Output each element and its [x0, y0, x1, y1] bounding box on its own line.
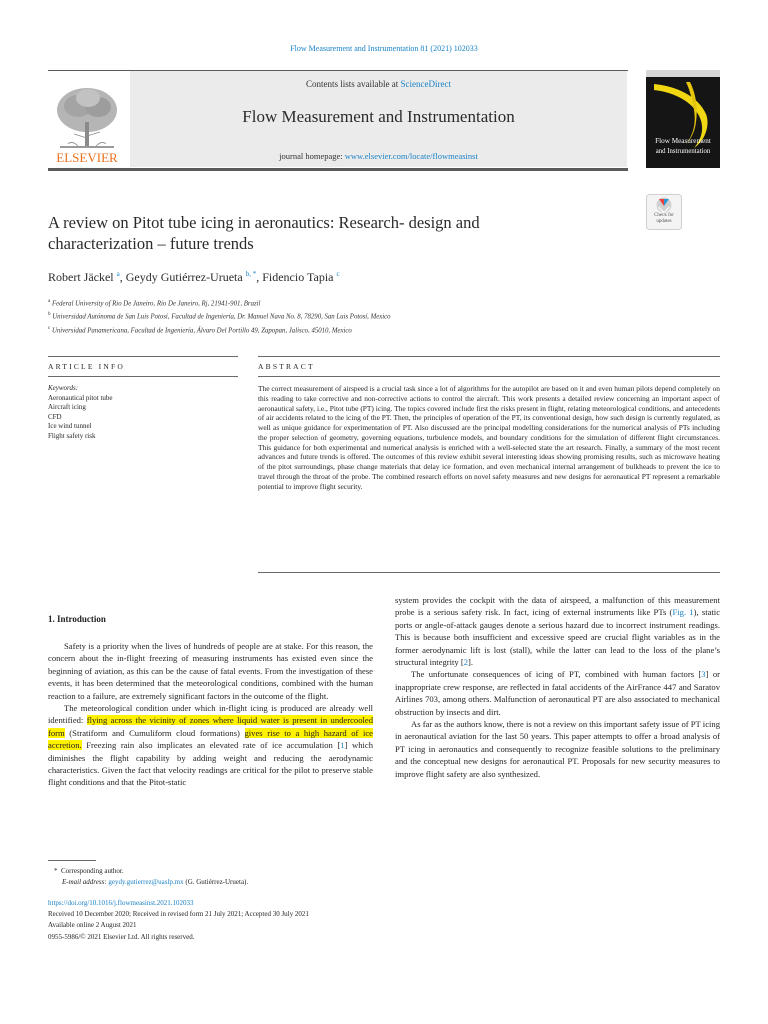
- intro-paragraph-4: The unfortunate consequences of icing of PT, combined with human factors [3] or inappropriate crew response, are reflected in fatal accidents of the AirFrance 447 and Saratov Airlines 703, among others. Malfunction of aeronautical PT are also associated to mechanical obstruction by insects and dirt.: [395, 669, 720, 717]
- keyword-item: Ice wind tunnel: [48, 422, 92, 431]
- journal-homepage-link[interactable]: www.elsevier.com/locate/flowmeasinst: [344, 151, 478, 161]
- author-list: Robert Jäckel $^a$, Geydy Gutiérrez-Urueta $^{b, *}$, Fidencio Tapia $^c$: [48, 270, 340, 284]
- footnote-rule: [48, 860, 96, 861]
- masthead-top-rule: [48, 70, 628, 71]
- body-column-right: [395, 594, 720, 780]
- copyright-line: 0955-5986/© 2021 Elsevier Ltd. All rights reserved.: [48, 932, 195, 941]
- masthead-bottom-rule: [48, 168, 628, 171]
- reference-link[interactable]: 3: [701, 669, 706, 680]
- contents-prefix: Contents lists available at: [306, 79, 401, 89]
- figure-link[interactable]: Fig. 1: [672, 607, 694, 618]
- reference-link[interactable]: 1: [340, 740, 345, 751]
- intro-paragraph-2: The meteorological condition under which in-flight icing is produced are already well identified: flying across the vicinity of zones where liquid water is present in undercooled form (Stratiform and Cumuliform cloud formations) gives rise to a high hazard of ice accretion. Freezing rain also implicates an elevated rate of ice accumulation [1] which diminishes the flight capability by adding weight and reducing the aerodynamic characteristics. Given the fact that velocity readings are critical for the pilot to preserve stable flight conditions and that the Pitot-static: [48, 703, 373, 788]
- keyword-item: Aircraft icing: [48, 403, 86, 412]
- abstract-heading: ABSTRACT: [258, 362, 315, 371]
- abstract-bottom-rule: [258, 376, 720, 377]
- abstract-text: The correct measurement of airspeed is a crucial task since a lot of algorithms for the autopilot are based on it and even human pilots depend completely on this reading to take corrective and non-corrective actions to control the aircraft. This work presents a detailed review concerning an important aspect of aeronautical safety, i.e., Pitot tube (PT) icing. The topics covered include first the risks present in flight, relating meteorological conditions, and antecedents of air accidents related to the icing of the PT. Then, the principles of operation of the PT, its conventional design, how such design is currently regulated, as well as unique guidance for experimentation of PT. Also discussed are the principal modelling considerations for the numerical analysis of PTs including the proper selection of geometry, governing equations, turbulence models, and boundary conditions for the simulation of different flight circumstances. This guidance for both experimental and numerical analysis is enriched with a well-selected state the art research. Finally, a summary of the most recent advances and future trends is offered. The outcomes of this review exhibit several interesting ideas showing promising results, such as microwave heating of the pitot surroundings, phase change materials that delay ice formation, and even mechanical internal arrangement of bulkheads to prevent the ice to travel through the throat of the probe. The combined research efforts on novel safety measures and new designs for aeronautical PT represent a remarkable potential to improve flight security.: [258, 384, 720, 491]
- article-title-line1: A review on Pitot tube icing in aeronautics: Research- design and: [48, 213, 480, 232]
- author-name[interactable]: Fidencio Tapia: [262, 270, 334, 284]
- body-column-left: [48, 640, 373, 789]
- author-email-link[interactable]: geydy.gutierrez@uaslp.mx: [108, 878, 184, 887]
- intro-paragraph-3: system provides the cockpit with the data of airspeed, a malfunction of this measurement probe is a serious safety risk. In fact, icing of external instruments like PTs (Fig. 1), static ports or angle-of-attack gauges denote a serious hazard due to incorrect instrument readings. This is because both insufficient and excessive speed are crucial flight variables as in the former aerodynamic lift is lost (stall), while the latter can lead to the loss of the plane’s structural integrity [2].: [395, 595, 721, 668]
- journal-cover-thumbnail[interactable]: [646, 70, 720, 168]
- keywords-block: [48, 384, 238, 442]
- article-info-top-rule: [48, 356, 238, 357]
- cover-title-line1: Flow Measurement: [655, 137, 711, 145]
- reference-link[interactable]: 2: [463, 657, 469, 668]
- check-for-updates-line1: Check for: [654, 213, 674, 218]
- intro-paragraph-1: Safety is a priority when the lives of hundreds of people are at stake. For this reason, the concern about the in-flight freezing of measuring instruments has existed even since the beginning of aviation, as this can be the cause of fatal events. From the investigation of these events, it has been determined that the meteorological conditions, combined with the human reaction to a failure, are extremely significant factors in the outcome of the flight.: [48, 641, 373, 701]
- intro-paragraph-5: As far as the authors know, there is not a review on this important safety issue of PT icing in aeronautical aviation for the last 50 years. This paper attempts to offer a broad analysis of PT icing in aeronautics and consequently to recognize feasible solutions to the preliminary and the conceptual new designs for aeronautical PT. Proposals for new security measures to improve flight safety are also synthesized.: [395, 719, 720, 779]
- homepage-prefix: journal homepage:: [279, 151, 345, 161]
- keyword-item: CFD: [48, 412, 62, 421]
- highlight-annotation[interactable]: flying across the vicinity of zones where liquid water is present in undercooled form: [48, 715, 373, 738]
- available-online: Available online 2 August 2021: [48, 921, 137, 930]
- affiliation-text: Federal University of Rio De Janeiro, Rio De Janeiro, Rj, 21941-901, Brazil: [51, 300, 261, 308]
- affiliations: [48, 296, 608, 336]
- introduction-heading: 1. Introduction: [48, 614, 106, 624]
- footnotes: [48, 866, 388, 888]
- abstract-top-rule: [258, 356, 720, 357]
- journal-title: Flow Measurement and Instrumentation: [242, 107, 515, 126]
- affiliation-marker: c: [48, 325, 51, 331]
- affiliation-marker: a: [48, 299, 51, 304]
- check-for-updates-label: [646, 213, 682, 225]
- publisher-wordmark: ELSEVIER: [56, 150, 118, 165]
- email-note: E-mail address: geydy.gutierrez@uaslp.mx (G. Gutiérrez-Urueta).: [62, 878, 249, 887]
- corresponding-author-note: * Corresponding author.: [54, 867, 124, 875]
- author-name[interactable]: Robert Jäckel: [48, 270, 114, 284]
- affiliation-item: [48, 296, 608, 309]
- affiliation-item: [48, 323, 608, 336]
- affiliation-text: Universidad Panamericana, Facultad de Ingeniería, Álvaro Del Portillo 49, Zapopan, Jalisco, 45010, Mexico: [51, 326, 352, 334]
- author-affiliation-marker[interactable]: c: [336, 270, 340, 278]
- article-info-bottom-rule: [48, 376, 238, 377]
- author-affiliation-marker[interactable]: b, *: [245, 270, 257, 278]
- abstract-end-rule: [258, 572, 720, 573]
- article-title-line2: characterization – future trends: [48, 234, 254, 253]
- article-info-heading: ARTICLE INFO: [48, 362, 125, 371]
- article-title: [48, 212, 608, 254]
- running-head[interactable]: Flow Measurement and Instrumentation 81 (2021) 102033: [290, 44, 478, 53]
- highlight-annotation[interactable]: gives rise to a high hazard of ice accretion.: [48, 727, 373, 751]
- contents-line: [130, 79, 627, 89]
- journal-homepage-line: [130, 151, 627, 161]
- author-affiliation-marker[interactable]: a: [116, 270, 120, 278]
- doi-link[interactable]: https://doi.org/10.1016/j.flowmeasinst.2021.102033: [48, 899, 194, 907]
- citation-block: [48, 898, 448, 943]
- affiliation-text: Universidad Autónoma de San Luis Potosí, Facultad de Ingeniería, Dr. Manuel Nava No. 8, 78290, San Luis Potosí, Mexico: [52, 313, 391, 321]
- sciencedirect-link[interactable]: ScienceDirect: [400, 79, 451, 89]
- affiliation-item: [48, 309, 608, 322]
- keyword-item: Aeronautical pitot tube: [48, 393, 113, 402]
- affiliation-marker: b: [48, 312, 51, 318]
- received-dates: Received 10 December 2020; Received in revised form 21 July 2021; Accepted 30 July 2021: [48, 910, 309, 919]
- cover-image: [646, 70, 720, 168]
- keyword-item: Flight safety risk: [48, 431, 96, 440]
- author-name[interactable]: Geydy Gutiérrez-Urueta: [125, 270, 243, 284]
- elsevier-tree-logo[interactable]: [48, 80, 126, 166]
- keywords-label: Keywords:: [48, 384, 79, 392]
- asterisk-marker: *: [54, 867, 61, 875]
- cover-title-line2: and Instrumentation: [655, 148, 711, 155]
- check-for-updates-line2: updates: [656, 219, 672, 224]
